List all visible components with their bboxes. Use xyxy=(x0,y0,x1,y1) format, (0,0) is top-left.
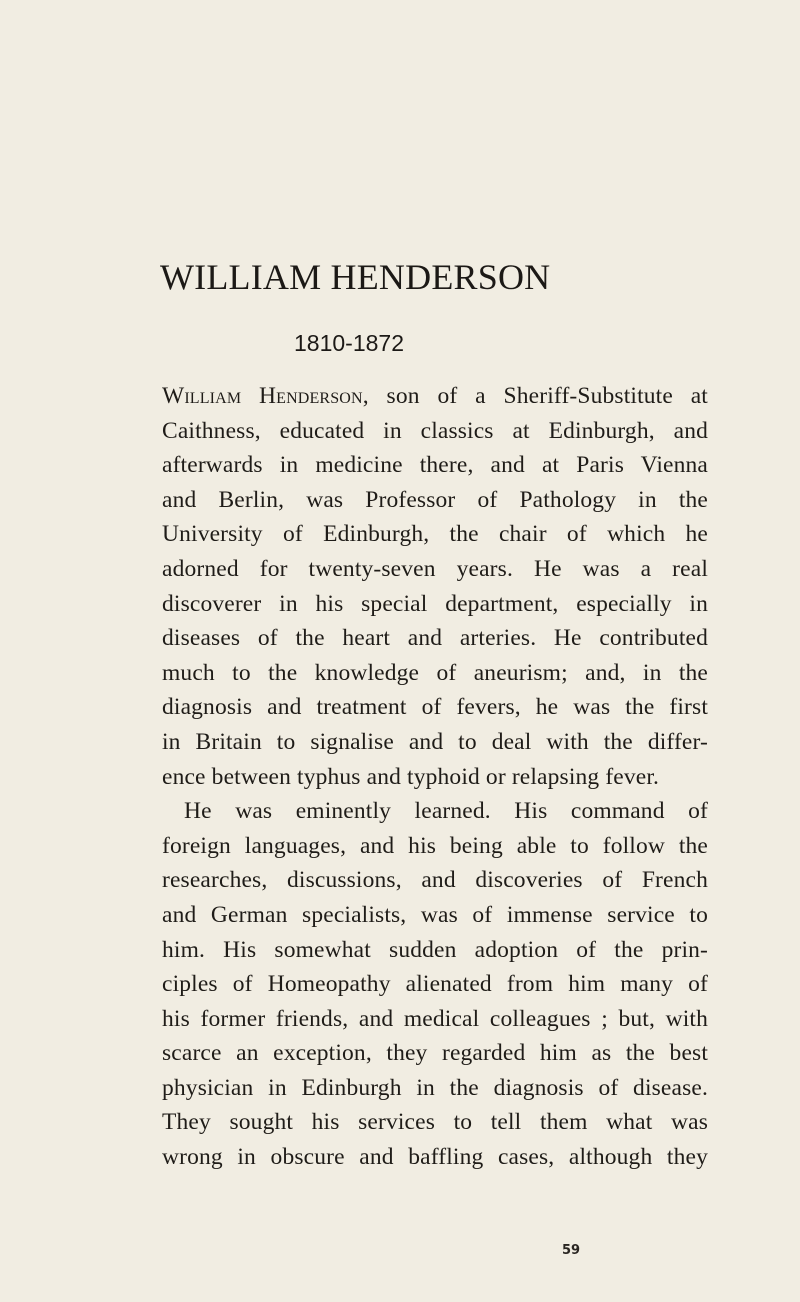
text-line-20: scarce an exception, they regarded him as the best xyxy=(162,1040,708,1067)
text-line-7: discoverer in his special department, especially in xyxy=(162,590,708,617)
text-line-11: in Britain to signalise and to deal with the differ- xyxy=(162,728,708,755)
text-line-10: diagnosis and treatment of fevers, he was the first xyxy=(162,694,708,721)
lead-line-rest: , son of a Sheriff-Substitute at xyxy=(362,383,708,409)
text-line-2: Caithness, educated in classics at Edinburgh, and xyxy=(162,417,708,444)
page-title: WILLIAM HENDERSON xyxy=(160,257,551,297)
text-line-3: afterwards in medicine there, and at Paris Vienna xyxy=(162,452,708,479)
text-line-22: They sought his services to tell them what was xyxy=(162,1109,708,1136)
text-line-18: ciples of Homeopathy alienated from him many of xyxy=(162,971,708,998)
text-line-17: him. His somewhat sudden adoption of the prin- xyxy=(162,936,708,963)
life-dates: 1810-1872 xyxy=(294,330,404,356)
text-line-23: wrong in obscure and baffling cases, although they xyxy=(162,1144,708,1171)
text-line-9: much to the knowledge of aneurism; and, in the xyxy=(162,659,708,686)
biography-text xyxy=(162,379,708,1175)
page-number: 59 xyxy=(561,1243,581,1258)
text-line-6: adorned for twenty-seven years. He was a real xyxy=(162,555,708,582)
subject-name: William Henderson xyxy=(162,383,363,409)
text-line-19: his former friends, and medical colleagues ; but, with xyxy=(162,1005,708,1032)
text-line-21: physician in Edinburgh in the diagnosis of disease. xyxy=(162,1074,708,1101)
text-line-5: University of Edinburgh, the chair of which he xyxy=(162,521,708,548)
text-line-12: ence between typhus and typhoid or relapsing fever. xyxy=(162,763,660,790)
text-line-13: He was eminently learned. His command of xyxy=(184,798,708,825)
text-line-16: and German specialists, was of immense service to xyxy=(162,901,708,928)
text-line-15: researches, discussions, and discoveries of French xyxy=(162,867,708,894)
text-line-4: and Berlin, was Professor of Pathology in the xyxy=(162,486,708,513)
text-line-14: foreign languages, and his being able to follow the xyxy=(162,832,708,859)
text-line-8: diseases of the heart and arteries. He contributed xyxy=(162,625,708,652)
text-line-1 xyxy=(162,379,708,414)
